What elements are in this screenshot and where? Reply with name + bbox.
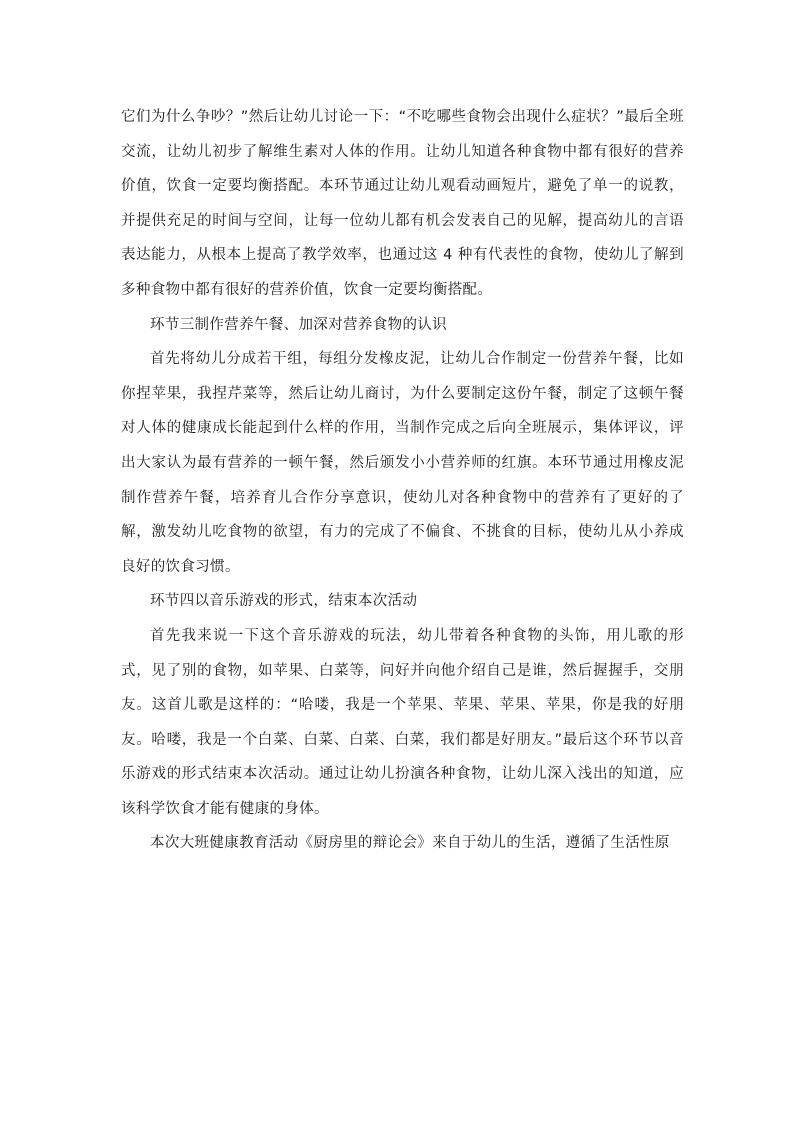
section-heading-step-3: 环节三制作营养午餐、加深对营养食物的认识 bbox=[150, 316, 447, 333]
paragraph-summary: 本次大班健康教育活动《厨房里的辩论会》来自于幼儿的生活，遵循了生活性原 bbox=[150, 835, 670, 852]
paragraph-step-4: 首先我来说一下这个音乐游戏的玩法，幼儿带着各种食物的头饰，用儿歌的形式，见了别的食物，如苹果、白菜等，问好并向他介绍自己是谁，然后握握手，交朋友。这首儿歌是这样的：“哈喽，我是一个苹果、苹果、苹果、苹果，你是我的好朋友。哈喽，我是一个白菜、白菜、白菜、白菜，我们都是好朋友。”最后这个环节以音乐游戏的形式结束本次活动。通过让幼儿扮演各种食物，让幼儿深入浅出的知道，应该科学饮食才能有健康的身体。 bbox=[121, 627, 684, 817]
section-heading-step-4: 环节四以音乐游戏的形式，结束本次活动 bbox=[150, 593, 418, 610]
paragraph-continuation: 它们为什么争吵？”然后让幼儿讨论一下：“不吃哪些食物会出现什么症状？”最后全班交流，让幼儿初步了解维生素对人体的作用。让幼儿知道各种食物中都有很好的营养价值，饮食一定要均衡搭配。本环节通过让幼儿观看动画短片，避免了单一的说教，并提供充足的时间与空间，让每一位幼儿都有机会发表自己的见解，提高幼儿的言语表达能力，从根本上提高了教学效率，也通过这 4 种有代表性的食物，使幼儿了解到多种食物中都有很好的营养价值，饮食一定要均衡搭配。 bbox=[121, 109, 684, 298]
document-body bbox=[121, 100, 684, 861]
paragraph-step-3: 首先将幼儿分成若干组，每组分发橡皮泥，让幼儿合作制定一份营养午餐，比如你捏苹果，我捏芹菜等，然后让幼儿商讨，为什么要制定这份午餐，制定了这顿午餐对人体的健康成长能起到什么样的作用，当制作完成之后向全班展示，集体评议，评出大家认为最有营养的一顿午餐，然后颁发小小营养师的红旗。本环节通过用橡皮泥制作营养午餐，培养育儿合作分享意识，使幼儿对各种食物中的营养有了更好的了解，激发幼儿吃食物的欲望，有力的完成了不偏食、不挑食的目标，使幼儿从小养成良好的饮食习惯。 bbox=[121, 351, 684, 575]
